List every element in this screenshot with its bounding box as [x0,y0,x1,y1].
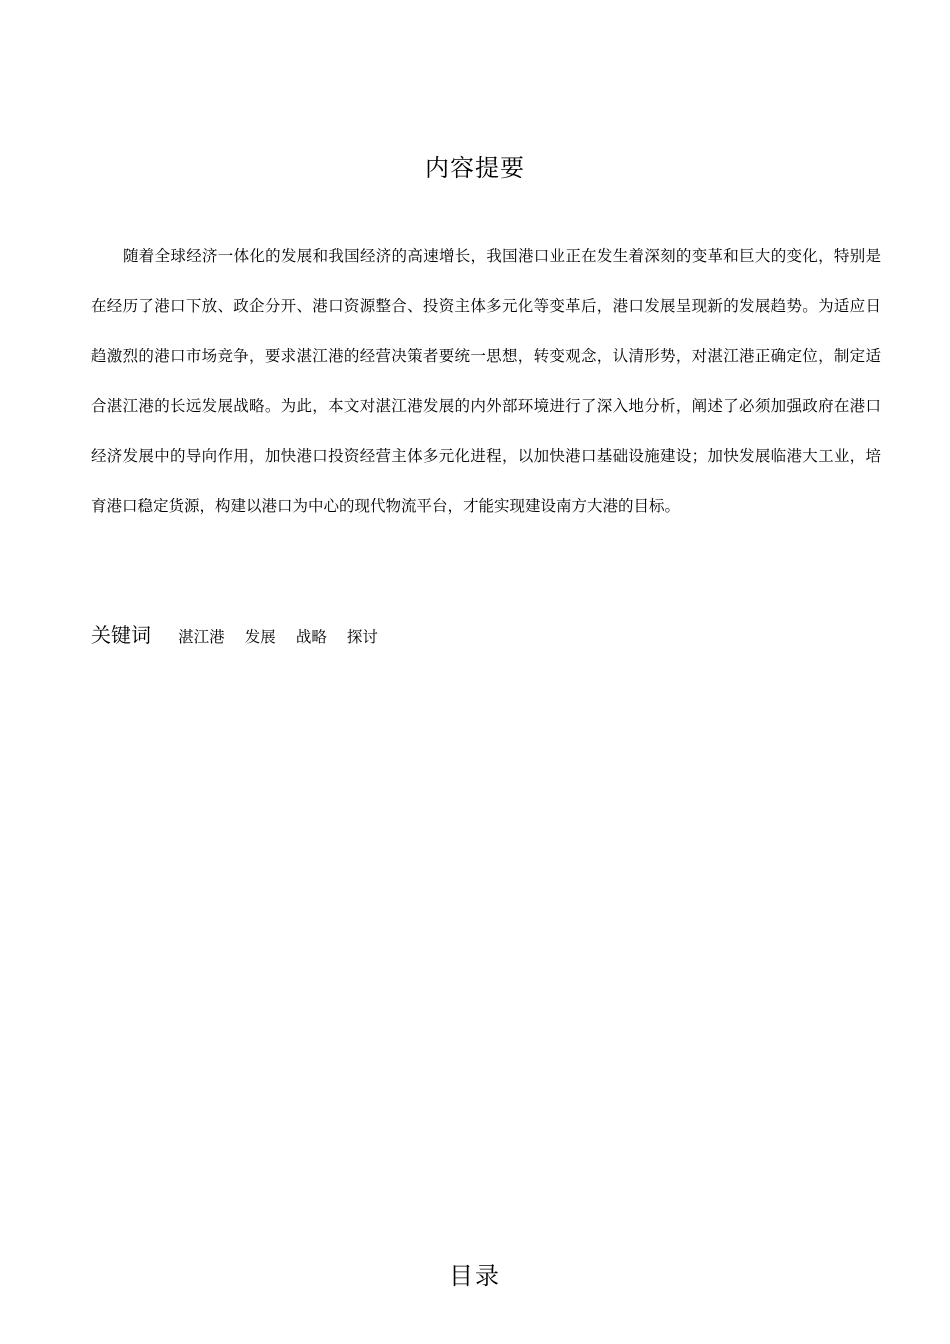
toc-title: 目录 [449,1262,501,1290]
keywords-label: 关键词 [91,623,151,647]
keywords-row [91,618,393,654]
keyword-item: 发展 [244,628,276,646]
keyword-item: 战略 [295,628,327,646]
abstract-body: 随着全球经济一体化的发展和我国经济的高速增长，我国港口业正在发生着深刻的变革和巨大的变化，特别是在经历了港口下放、政企分开、港口资源整合、投资主体多元化等变革后，港口发展呈现新的发展趋势。为适应日趋激烈的港口市场竞争，要求湛江港的经营决策者要统一思想，转变观念，认清形势，对湛江港正确定位，制定适合湛江港的长远发展战略。为此，本文对湛江港发展的内外部环境进行了深入地分析，阐述了必须加强政府在港口经济发展中的导向作用，加快港口投资经营主体多元化进程，以加快港口基础设施建设；加快发展临港大工业，培育港口稳定货源，构建以港口为中心的现代物流平台，才能实现建设南方大港的目标。 [91,247,881,515]
keyword-item: 湛江港 [178,628,225,646]
abstract-title: 内容提要 [425,154,525,182]
keyword-item: 探讨 [346,628,378,646]
